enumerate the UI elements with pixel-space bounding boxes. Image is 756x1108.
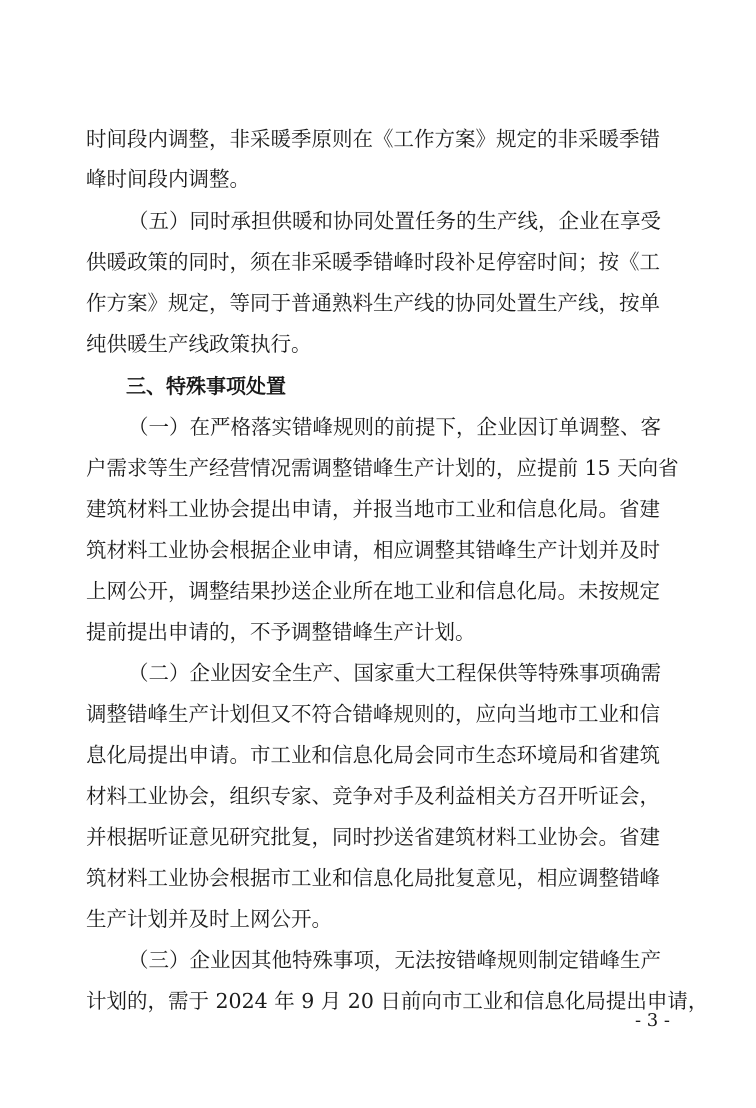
body-line: 筑材料工业协会根据市工业和信息化局批复意见，相应调整错峰 [86,866,660,890]
body-line: 作方案》规定，等同于普通熟料生产线的协同处置生产线，按单 [86,291,660,315]
body-line: 建筑材料工业协会提出申请，并报当地市工业和信息化局。省建 [86,497,660,521]
paragraph-three-line: （三）企业因其他特殊事项，无法按错峰规则制定错峰生产 [128,948,661,972]
section-heading: 三、特殊事项处置 [126,374,286,398]
body-line: 供暖政策的同时，须在非采暖季错峰时段补足停窑时间；按《工 [86,250,660,274]
body-line: 并根据听证意见研究批复，同时抄送省建筑材料工业协会。省建 [86,825,660,849]
body-line: 纯供暖生产线政策执行。 [86,332,312,356]
body-line: 户需求等生产经营情况需调整错峰生产计划的，应提前 15 天向省 [86,456,679,480]
body-line: 计划的，需于 2024 年 9 月 20 日前向市工业和信息化局提出申请， [86,989,709,1013]
paragraph-five-line: （五）同时承担供暖和协同处置任务的生产线，企业在享受 [128,209,661,233]
paragraph-one-line: （一）在严格落实错峰规则的前提下，企业因订单调整、客 [128,415,661,439]
body-line: 提前提出申请的，不予调整错峰生产计划。 [86,620,476,644]
body-line: 时间段内调整，非采暖季原则在《工作方案》规定的非采暖季错 [86,127,660,151]
body-line: 生产计划并及时上网公开。 [86,907,332,931]
body-line: 峰时间段内调整。 [86,167,250,191]
paragraph-two-line: （二）企业因安全生产、国家重大工程保供等特殊事项确需 [128,661,661,685]
body-line: 材料工业协会，组织专家、竞争对手及利益相关方召开听证会， [86,784,660,808]
body-line: 筑材料工业协会根据企业申请，相应调整其错峰生产计划并及时 [86,538,660,562]
page-number: - 3 - [634,1010,670,1031]
body-line: 上网公开，调整结果抄送企业所在地工业和信息化局。未按规定 [86,579,660,603]
body-line: 调整错峰生产计划但又不符合错峰规则的，应向当地市工业和信 [86,702,660,726]
body-line: 息化局提出申请。市工业和信息化局会同市生态环境局和省建筑 [86,743,660,767]
